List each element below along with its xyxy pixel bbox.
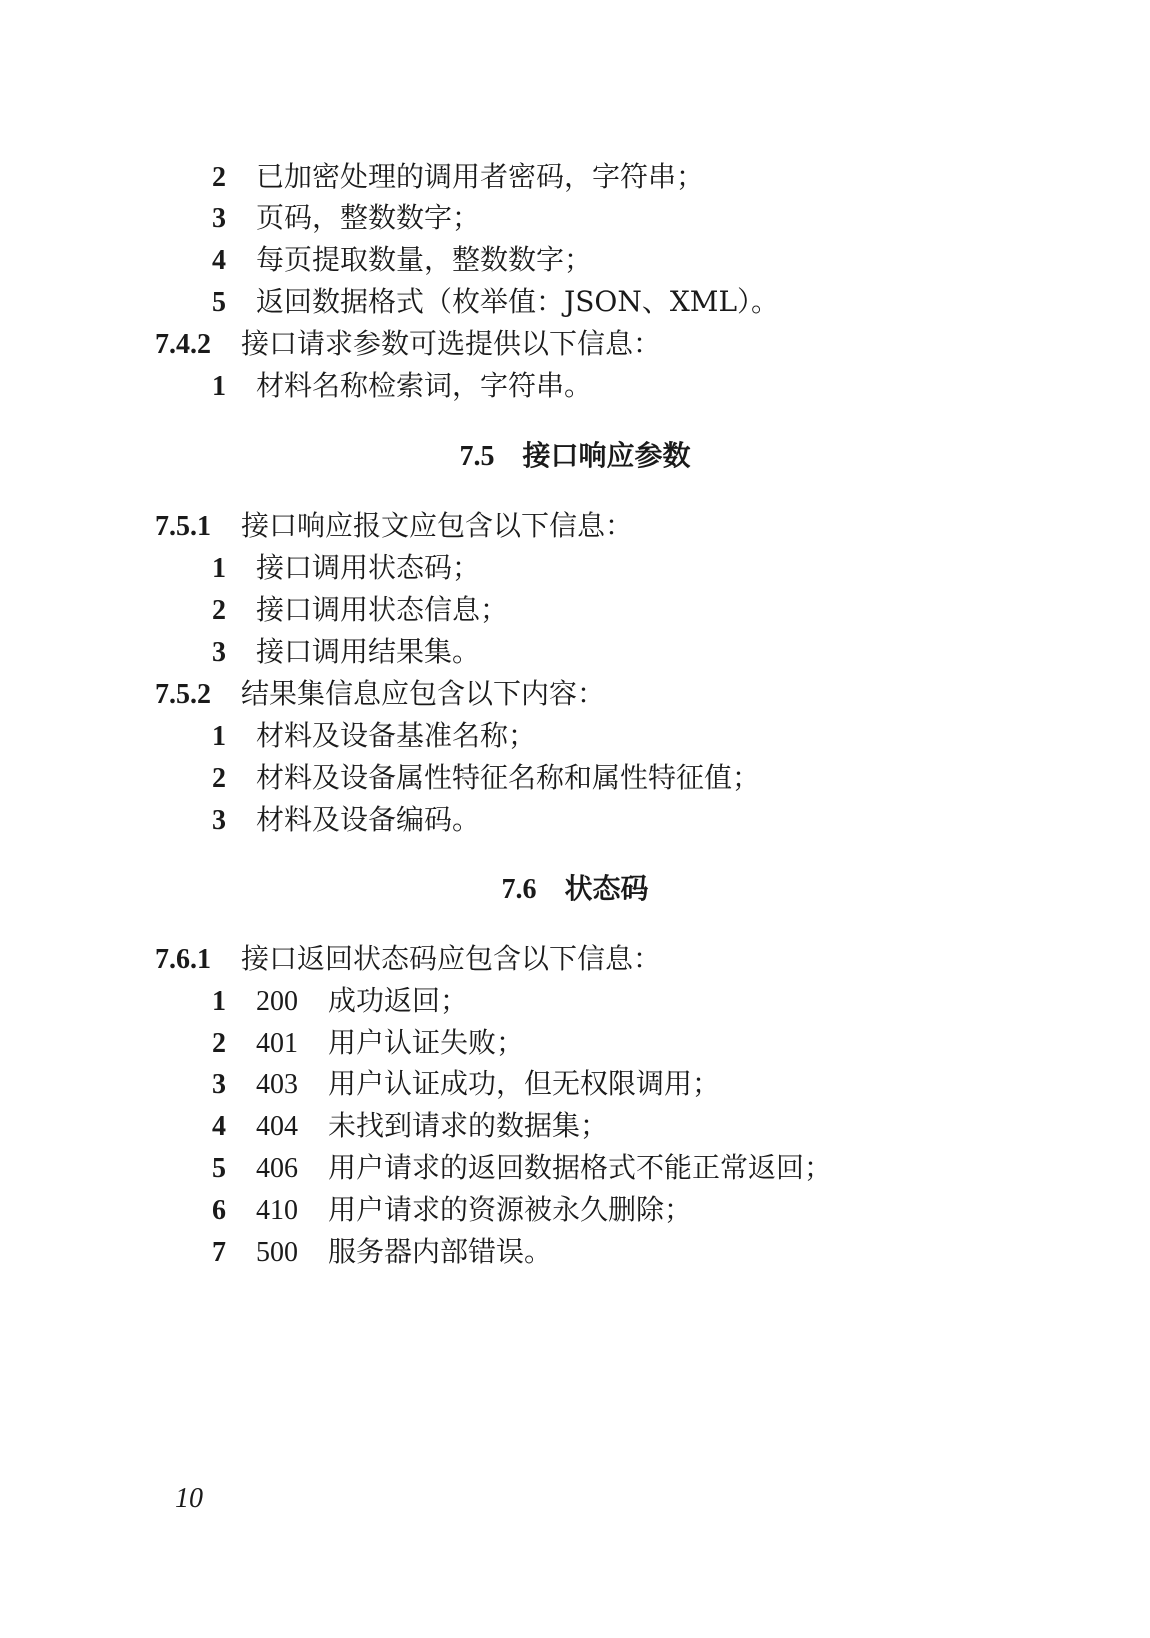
status-code-item [212,1025,524,1061]
item-text: 未找到请求的数据集； [328,1109,609,1142]
list-item [212,159,704,195]
item-text: 每页提取数量，整数数字； [256,243,593,276]
status-code: 200 [256,986,298,1017]
list-item [212,718,536,754]
item-number: 5 [212,1153,226,1184]
heading-title: 状态码 [564,872,649,905]
list-item [212,592,508,628]
list-item [212,200,480,236]
item-number: 3 [212,1069,226,1100]
item-number: 1 [212,986,226,1017]
item-number: 2 [212,162,226,193]
list-item [212,802,480,838]
list-item [212,634,480,670]
item-text: 材料及设备编码。 [256,803,481,836]
item-text: 用户认证成功，但无权限调用； [328,1067,721,1100]
list-item [212,368,592,404]
item-text: 材料名称检索词，字符串。 [256,369,593,402]
item-text: 接口调用状态信息； [256,593,509,626]
status-code-item [212,1066,720,1102]
item-number: 2 [212,763,226,794]
status-code: 410 [256,1195,298,1226]
item-text: 用户认证失败； [328,1026,525,1059]
item-text: 成功返回； [328,984,469,1017]
item-text: 返回数据格式（枚举值：JSON、XML）。 [256,285,780,318]
clause-text: 接口请求参数可选提供以下信息： [241,327,662,360]
clause-text: 接口返回状态码应包含以下信息： [241,942,662,975]
item-number: 7 [212,1237,226,1268]
status-code-item [212,1150,832,1186]
item-text: 用户请求的返回数据格式不能正常返回； [328,1151,833,1184]
item-number: 1 [212,721,226,752]
heading-number: 7.5 [459,441,495,472]
status-code-item [212,1234,552,1270]
heading-title: 接口响应参数 [522,439,691,472]
status-code: 406 [256,1153,298,1184]
item-number: 1 [212,553,226,584]
item-number: 4 [212,245,226,276]
item-text: 材料及设备基准名称； [256,719,537,752]
clause-7-5-1 [155,508,633,544]
section-heading-7-6 [0,871,1150,908]
item-number: 2 [212,595,226,626]
item-number: 5 [212,287,226,318]
clause-number: 7.4.2 [155,329,211,360]
clause-text: 接口响应报文应包含以下信息： [241,509,634,542]
item-text: 接口调用状态码； [256,551,481,584]
clause-7-6-1 [155,941,661,977]
list-item [212,284,779,320]
status-code-item [212,983,468,1019]
clause-7-4-2 [155,326,661,362]
item-text: 页码，整数数字； [256,201,481,234]
heading-number: 7.6 [501,874,537,905]
item-number: 4 [212,1111,226,1142]
list-item [212,242,592,278]
status-code-item [212,1108,608,1144]
list-item [212,760,760,796]
page-number: 10 [175,1483,203,1514]
item-number: 3 [212,203,226,234]
clause-number: 7.6.1 [155,944,211,975]
item-number: 3 [212,805,226,836]
item-number: 2 [212,1028,226,1059]
clause-7-5-2 [155,676,605,712]
item-text: 材料及设备属性特征名称和属性特征值； [256,761,761,794]
list-item [212,550,480,586]
section-heading-7-5 [0,438,1150,475]
item-text: 服务器内部错误。 [328,1235,553,1268]
status-code: 401 [256,1028,298,1059]
clause-number: 7.5.1 [155,511,211,542]
item-text: 已加密处理的调用者密码，字符串； [256,160,705,193]
item-number: 3 [212,637,226,668]
status-code: 500 [256,1237,298,1268]
item-text: 用户请求的资源被永久删除； [328,1193,693,1226]
item-text: 接口调用结果集。 [256,635,481,668]
clause-number: 7.5.2 [155,679,211,710]
status-code-item [212,1192,692,1228]
clause-text: 结果集信息应包含以下内容： [241,677,606,710]
status-code: 403 [256,1069,298,1100]
status-code: 404 [256,1111,298,1142]
item-number: 1 [212,371,226,402]
item-number: 6 [212,1195,226,1226]
